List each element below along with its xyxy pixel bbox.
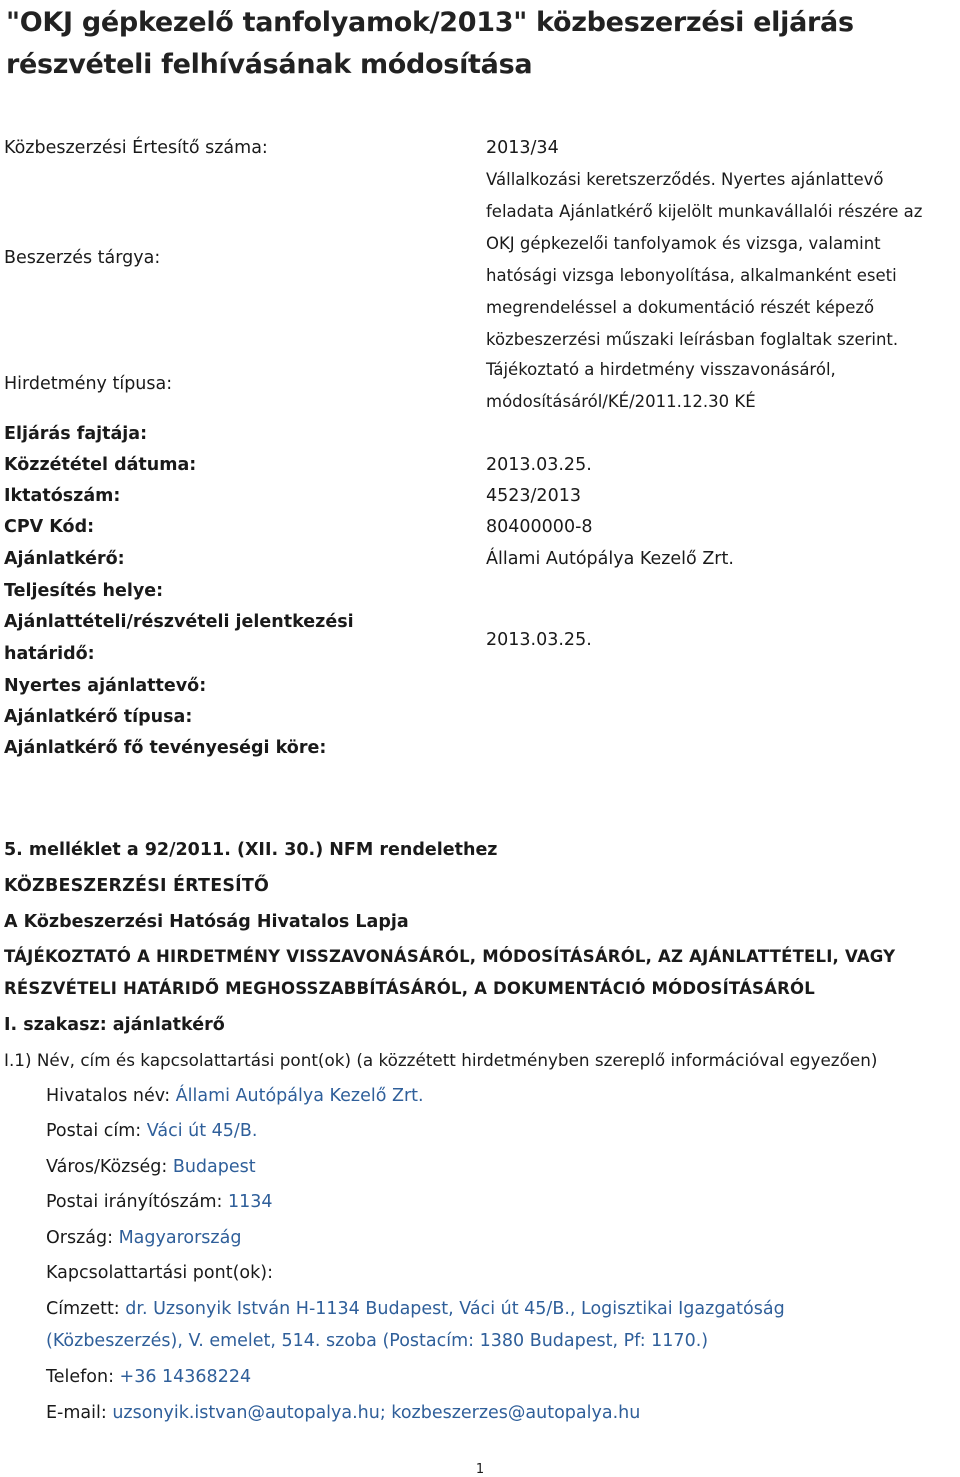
contact-label: Kapcsolattartási pont(ok):	[46, 1263, 273, 1283]
contracting-label: Ajánlatkérő:	[4, 549, 125, 569]
procedure-label: Eljárás fajtája:	[4, 424, 148, 444]
ke-number-value: 2013/34	[486, 138, 559, 158]
heading-line-1: TÁJÉKOZTATÓ A HIRDETMÉNY VISSZAVONÁSÁRÓL, MÓDOSÍTÁSÁRÓL, AZ AJÁNLATTÉTELI, VAGY	[4, 947, 896, 966]
reg-label: Iktatószám:	[4, 486, 121, 506]
subsection-heading: I.1) Név, cím és kapcsolattartási pont(ok) (a közzétett hirdetményben szereplő információval egyezően)	[4, 1050, 878, 1070]
phone-line	[46, 1361, 960, 1393]
pub-date-label: Közzététel dátuma:	[4, 455, 197, 475]
city-value: Budapest	[172, 1157, 256, 1177]
addressee-value-2: (Közbeszerzés), V. emelet, 514. szoba (Postacím: 1380 Budapest, Pf: 1170.)	[46, 1331, 709, 1351]
place-label: Teljesítés helye:	[4, 581, 164, 601]
reg-value: 4523/2013	[486, 486, 581, 506]
phone-value: +36 14368224	[119, 1367, 252, 1387]
deadline-label: Ajánlattételi/részvételi jelentkezési határidő:	[4, 612, 354, 664]
deadline-value: 2013.03.25.	[486, 630, 592, 650]
addressee-label: Címzett:	[46, 1299, 126, 1319]
postal-line	[46, 1115, 960, 1147]
cpv-value: 80400000-8	[486, 517, 593, 537]
annex-line: 5. melléklet a 92/2011. (XII. 30.) NFM rendelethez	[4, 840, 498, 860]
addressee-line-1	[46, 1293, 960, 1325]
country-label: Ország:	[46, 1228, 119, 1248]
deadline-row	[4, 606, 954, 670]
page-title: "OKJ gépkezelő tanfolyamok/2013" közbeszerzési eljárás részvételi felhívásának módosítása	[6, 7, 854, 80]
country-value: Magyarország	[118, 1228, 242, 1248]
city-label: Város/Község:	[46, 1157, 173, 1177]
subject-value: Vállalkozási keretszerződés. Nyertes ajánlattevő feladata Ajánlatkérő kijelölt munkavállalói részére az OKJ gépkezelői tanfolyamok és vizsga, valamint hatósági vizsga lebonyolítása, alkalmanként eseti megrendeléssel a dokumentáció részét képező közbeszerzési műszaki leírásban foglaltak szerint.	[486, 170, 923, 349]
postal-value: Váci út 45/B.	[146, 1121, 258, 1141]
email-line	[46, 1397, 960, 1429]
phone-label: Telefon:	[46, 1367, 120, 1387]
gazette-title: KÖZBESZERZÉSI ÉRTESÍTŐ	[4, 876, 270, 896]
contact-line	[46, 1257, 960, 1289]
country-line	[46, 1222, 960, 1254]
official-name-value: Állami Autópálya Kezelő Zrt.	[175, 1086, 424, 1106]
zip-label: Postai irányítószám:	[46, 1192, 228, 1212]
notice-type-label: Hirdetmény típusa:	[4, 374, 173, 394]
pub-date-value: 2013.03.25.	[486, 455, 592, 475]
zip-line	[46, 1186, 960, 1218]
section-heading: I. szakasz: ajánlatkérő	[4, 1015, 225, 1035]
city-line	[46, 1151, 960, 1183]
zip-value: 1134	[227, 1192, 273, 1212]
page-number: 1	[475, 1462, 485, 1477]
contracting-value: Állami Autópálya Kezelő Zrt.	[486, 549, 734, 569]
notice-type-value: Tájékoztató a hirdetmény visszavonásáról, módosításáról/KÉ/2011.12.30 KÉ	[486, 360, 836, 411]
winner-label: Nyertes ajánlattevő:	[4, 676, 207, 696]
cpv-label: CPV Kód:	[4, 517, 95, 537]
official-name-line	[46, 1080, 960, 1112]
gazette-subtitle: A Közbeszerzési Hatóság Hivatalos Lapja	[4, 912, 409, 932]
email-label: E-mail:	[46, 1403, 113, 1423]
ak-type-label: Ajánlatkérő típusa:	[4, 707, 193, 727]
heading-line-2: RÉSZVÉTELI HATÁRIDŐ MEGHOSSZABBÍTÁSÁRÓL, A DOKUMENTÁCIÓ MÓDOSÍTÁSÁRÓL	[4, 979, 815, 998]
official-name-label: Hivatalos név:	[46, 1086, 176, 1106]
ke-number-label: Közbeszerzési Értesítő száma:	[4, 138, 268, 158]
ak-activity-label: Ajánlatkérő fő tevényeségi köre:	[4, 738, 327, 758]
email-value[interactable]: uzsonyik.istvan@autopalya.hu; kozbeszerzes@autopalya.hu	[112, 1403, 641, 1423]
postal-label: Postai cím:	[46, 1121, 147, 1141]
subject-label: Beszerzés tárgya:	[4, 248, 161, 268]
addressee-value-1: dr. Uzsonyik István H-1134 Budapest, Váci út 45/B., Logisztikai Igazgatóság	[125, 1299, 785, 1319]
